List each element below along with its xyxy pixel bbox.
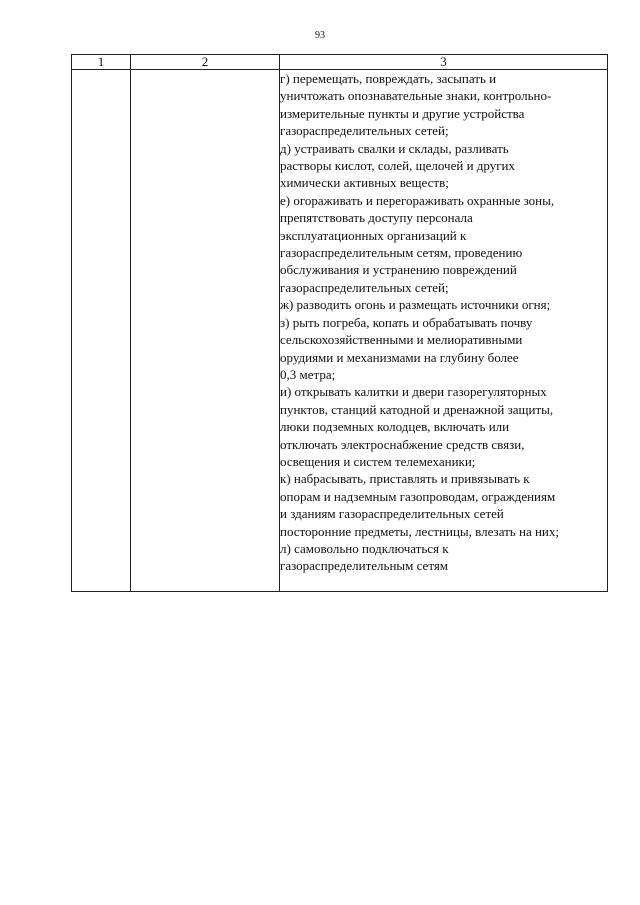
text-line: газораспределительных сетей;: [280, 279, 449, 295]
text-line: эксплуатационных организаций к: [280, 227, 467, 243]
text-line: з) рыть погреба, копать и обрабатывать почву: [280, 314, 533, 330]
text-line: отключать электроснабжение средств связи,: [280, 436, 525, 452]
text-line: пунктов, станций катодной и дренажной защиты,: [280, 401, 554, 417]
text-line: д) устраивать свалки и склады, разливать: [280, 140, 509, 156]
page-number: 93: [315, 30, 325, 41]
text-line: и зданиям газораспределительных сетей: [280, 506, 504, 522]
text-line: газораспределительным сетям, проведению: [280, 245, 523, 261]
text-line: л) самовольно подключаться к: [280, 540, 449, 556]
table-header-row: [72, 55, 608, 70]
text-line: опорам и надземным газопроводам, ограждениям: [280, 488, 556, 504]
table-cell-column-1: [72, 70, 131, 592]
column-header-2: 2: [131, 55, 280, 70]
text-line: уничтожать опознавательные знаки, контрольно-: [280, 88, 552, 104]
text-line: орудиями и механизмами на глубину более: [280, 349, 519, 365]
text-line: обслуживания и устранению повреждений: [280, 262, 517, 278]
text-line: газораспределительных сетей;: [280, 123, 449, 139]
text-line: химически активных веществ;: [280, 175, 449, 191]
text-line: препятствовать доступу персонала: [280, 210, 473, 226]
column-header-1: 1: [72, 55, 131, 70]
text-line: к) набрасывать, приставлять и привязывать к: [280, 471, 530, 487]
text-line: и) открывать калитки и двери газорегуляторных: [280, 384, 547, 400]
column-header-3: 3: [280, 55, 608, 70]
text-line: газораспределительным сетям: [280, 558, 449, 574]
text-line: г) перемещать, повреждать, засыпать и: [280, 71, 497, 86]
table-cell-column-2: [131, 70, 280, 592]
text-line: освещения и систем телемеханики;: [280, 453, 476, 469]
text-line: измерительные пункты и другие устройства: [280, 105, 525, 121]
text-line: ж) разводить огонь и размещать источники огня;: [280, 297, 551, 313]
text-line: люки подземных колодцев, включать или: [280, 419, 510, 435]
table-cell-column-3: [280, 70, 608, 592]
text-line: посторонние предметы, лестницы, влезать на них;: [280, 523, 559, 539]
text-line: е) огораживать и перегораживать охранные зоны,: [280, 192, 555, 208]
document-table: [71, 54, 608, 592]
text-line: сельскохозяйственными и мелиоративными: [280, 332, 523, 348]
table-row: [72, 70, 608, 592]
text-line: растворы кислот, солей, щелочей и других: [280, 158, 516, 174]
text-line: 0,3 метра;: [280, 366, 336, 382]
